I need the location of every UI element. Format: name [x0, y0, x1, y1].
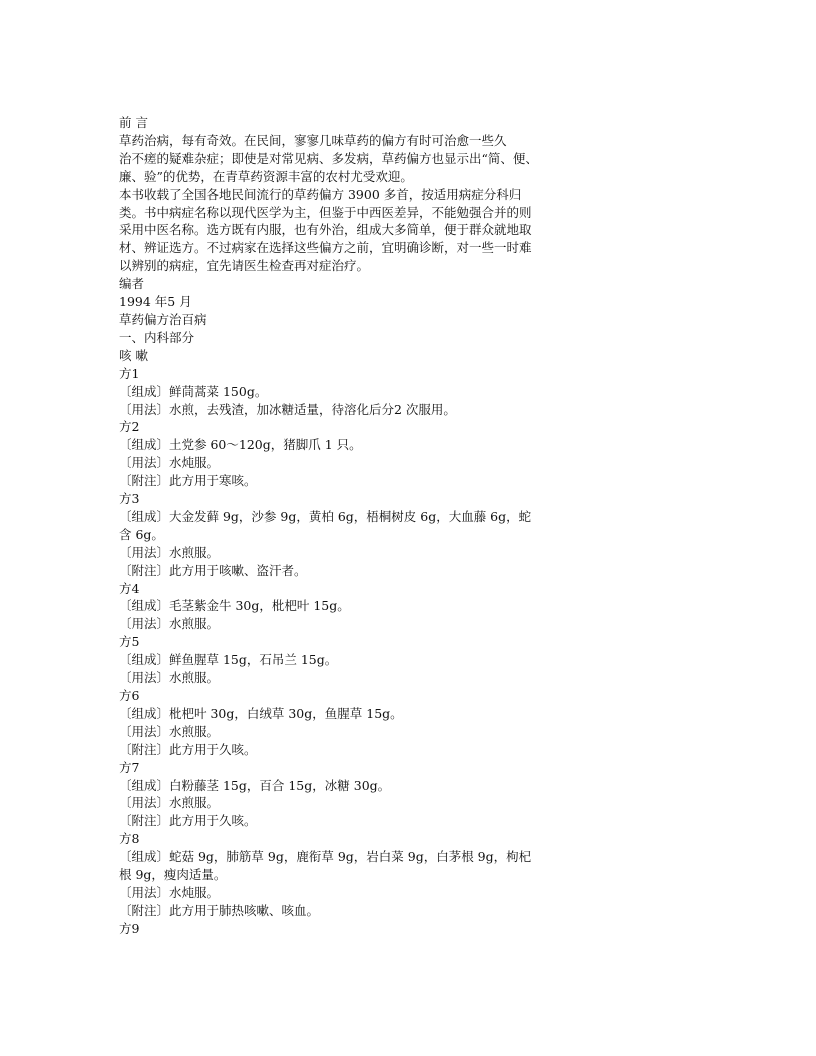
recipe-composition: 〔组成〕大金发藓 9g，沙参 9g，黄柏 6g，梧桐树皮 6g，大血藤 6g，蛇	[119, 508, 532, 524]
recipe-composition-continued: 含 6g。	[119, 526, 164, 542]
document-page	[119, 114, 599, 938]
recipe-number: 方8	[119, 831, 140, 847]
recipe-note: 〔附注〕此方用于久咳。	[119, 813, 257, 829]
recipe-usage: 〔用法〕水炖服。	[119, 455, 220, 471]
recipe-usage: 〔用法〕水炖服。	[119, 884, 220, 900]
preface-paragraph-line: 材、辨证选方。不过病家在选择这些偏方之前，宜明确诊断，对一些一时难	[119, 240, 532, 256]
recipe-number: 方9	[119, 920, 140, 936]
recipe-composition: 〔组成〕土党参 60～120g，猪脚爪 1 只。	[119, 437, 362, 453]
preface-paragraph-line: 类。书中病症名称以现代医学为主，但鉴于中西医差异，不能勉强合并的则	[119, 204, 532, 220]
recipe-composition: 〔组成〕鲜茼蒿菜 150g。	[119, 383, 268, 399]
recipe-note: 〔附注〕此方用于寒咳。	[119, 473, 257, 489]
recipe-note: 〔附注〕此方用于肺热咳嗽、咳血。	[119, 902, 320, 918]
recipe-composition: 〔组成〕白粉藤茎 15g，百合 15g，冰糖 30g。	[119, 777, 391, 793]
preface-paragraph-line: 以辨别的病症，宜先请医生检查再对症治疗。	[119, 258, 370, 274]
recipe-usage: 〔用法〕水煎，去残渣，加冰糖适量，待溶化后分2 次服用。	[119, 401, 456, 417]
preface-signature: 编者	[119, 276, 145, 292]
preface-paragraph-line: 廉、验”的优势，在青草药资源丰富的农村尤受欢迎。	[119, 168, 413, 184]
recipe-usage: 〔用法〕水煎服。	[119, 795, 220, 811]
section-heading-preface: 前 言	[119, 115, 148, 130]
recipe-usage: 〔用法〕水煎服。	[119, 723, 220, 739]
recipe-number: 方3	[119, 491, 140, 507]
book-title: 草药偏方治百病	[119, 311, 207, 327]
preface-date: 1994 年5 月	[119, 294, 192, 310]
recipe-number: 方5	[119, 634, 140, 650]
preface-paragraph-line: 治不瘥的疑难杂症；即使是对常见病、多发病，草药偏方也显示出“简、便、	[119, 150, 538, 166]
recipe-number: 方7	[119, 759, 140, 775]
recipe-composition: 〔组成〕蛇菇 9g，肺筋草 9g，鹿衔草 9g，岩白菜 9g，白茅根 9g，枸杞	[119, 849, 532, 865]
preface-paragraph-line: 采用中医名称。选方既有内服，也有外治，组成大多简单，便于群众就地取	[119, 222, 532, 238]
recipe-number: 方1	[119, 365, 140, 381]
disease-heading: 咳 嗽	[119, 347, 148, 363]
recipe-number: 方6	[119, 688, 140, 703]
recipe-number: 方4	[119, 580, 140, 596]
recipe-number: 方2	[119, 419, 140, 435]
recipe-composition-continued: 根 9g，瘦肉适量。	[119, 867, 227, 883]
recipe-usage: 〔用法〕水煎服。	[119, 670, 220, 686]
recipe-note: 〔附注〕此方用于咳嗽、盗汗者。	[119, 562, 307, 578]
recipe-usage: 〔用法〕水煎服。	[119, 616, 220, 632]
recipe-composition: 〔组成〕枇杷叶 30g，白绒草 30g，鱼腥草 15g。	[119, 705, 403, 721]
recipe-usage: 〔用法〕水煎服。	[119, 544, 220, 560]
preface-paragraph-line: 本书收载了全国各地民间流行的草药偏方 3900 多首，按适用病症分科归	[119, 186, 522, 202]
recipe-composition: 〔组成〕毛茎紫金牛 30g，枇杷叶 15g。	[119, 598, 350, 614]
preface-paragraph-line: 草药治病，每有奇效。在民间，寥寥几味草药的偏方有时可治愈一些久	[119, 132, 507, 148]
recipe-note: 〔附注〕此方用于久咳。	[119, 741, 257, 757]
recipe-composition: 〔组成〕鲜鱼腥草 15g，石吊兰 15g。	[119, 652, 338, 668]
chapter-heading: 一、内科部分	[119, 329, 195, 345]
